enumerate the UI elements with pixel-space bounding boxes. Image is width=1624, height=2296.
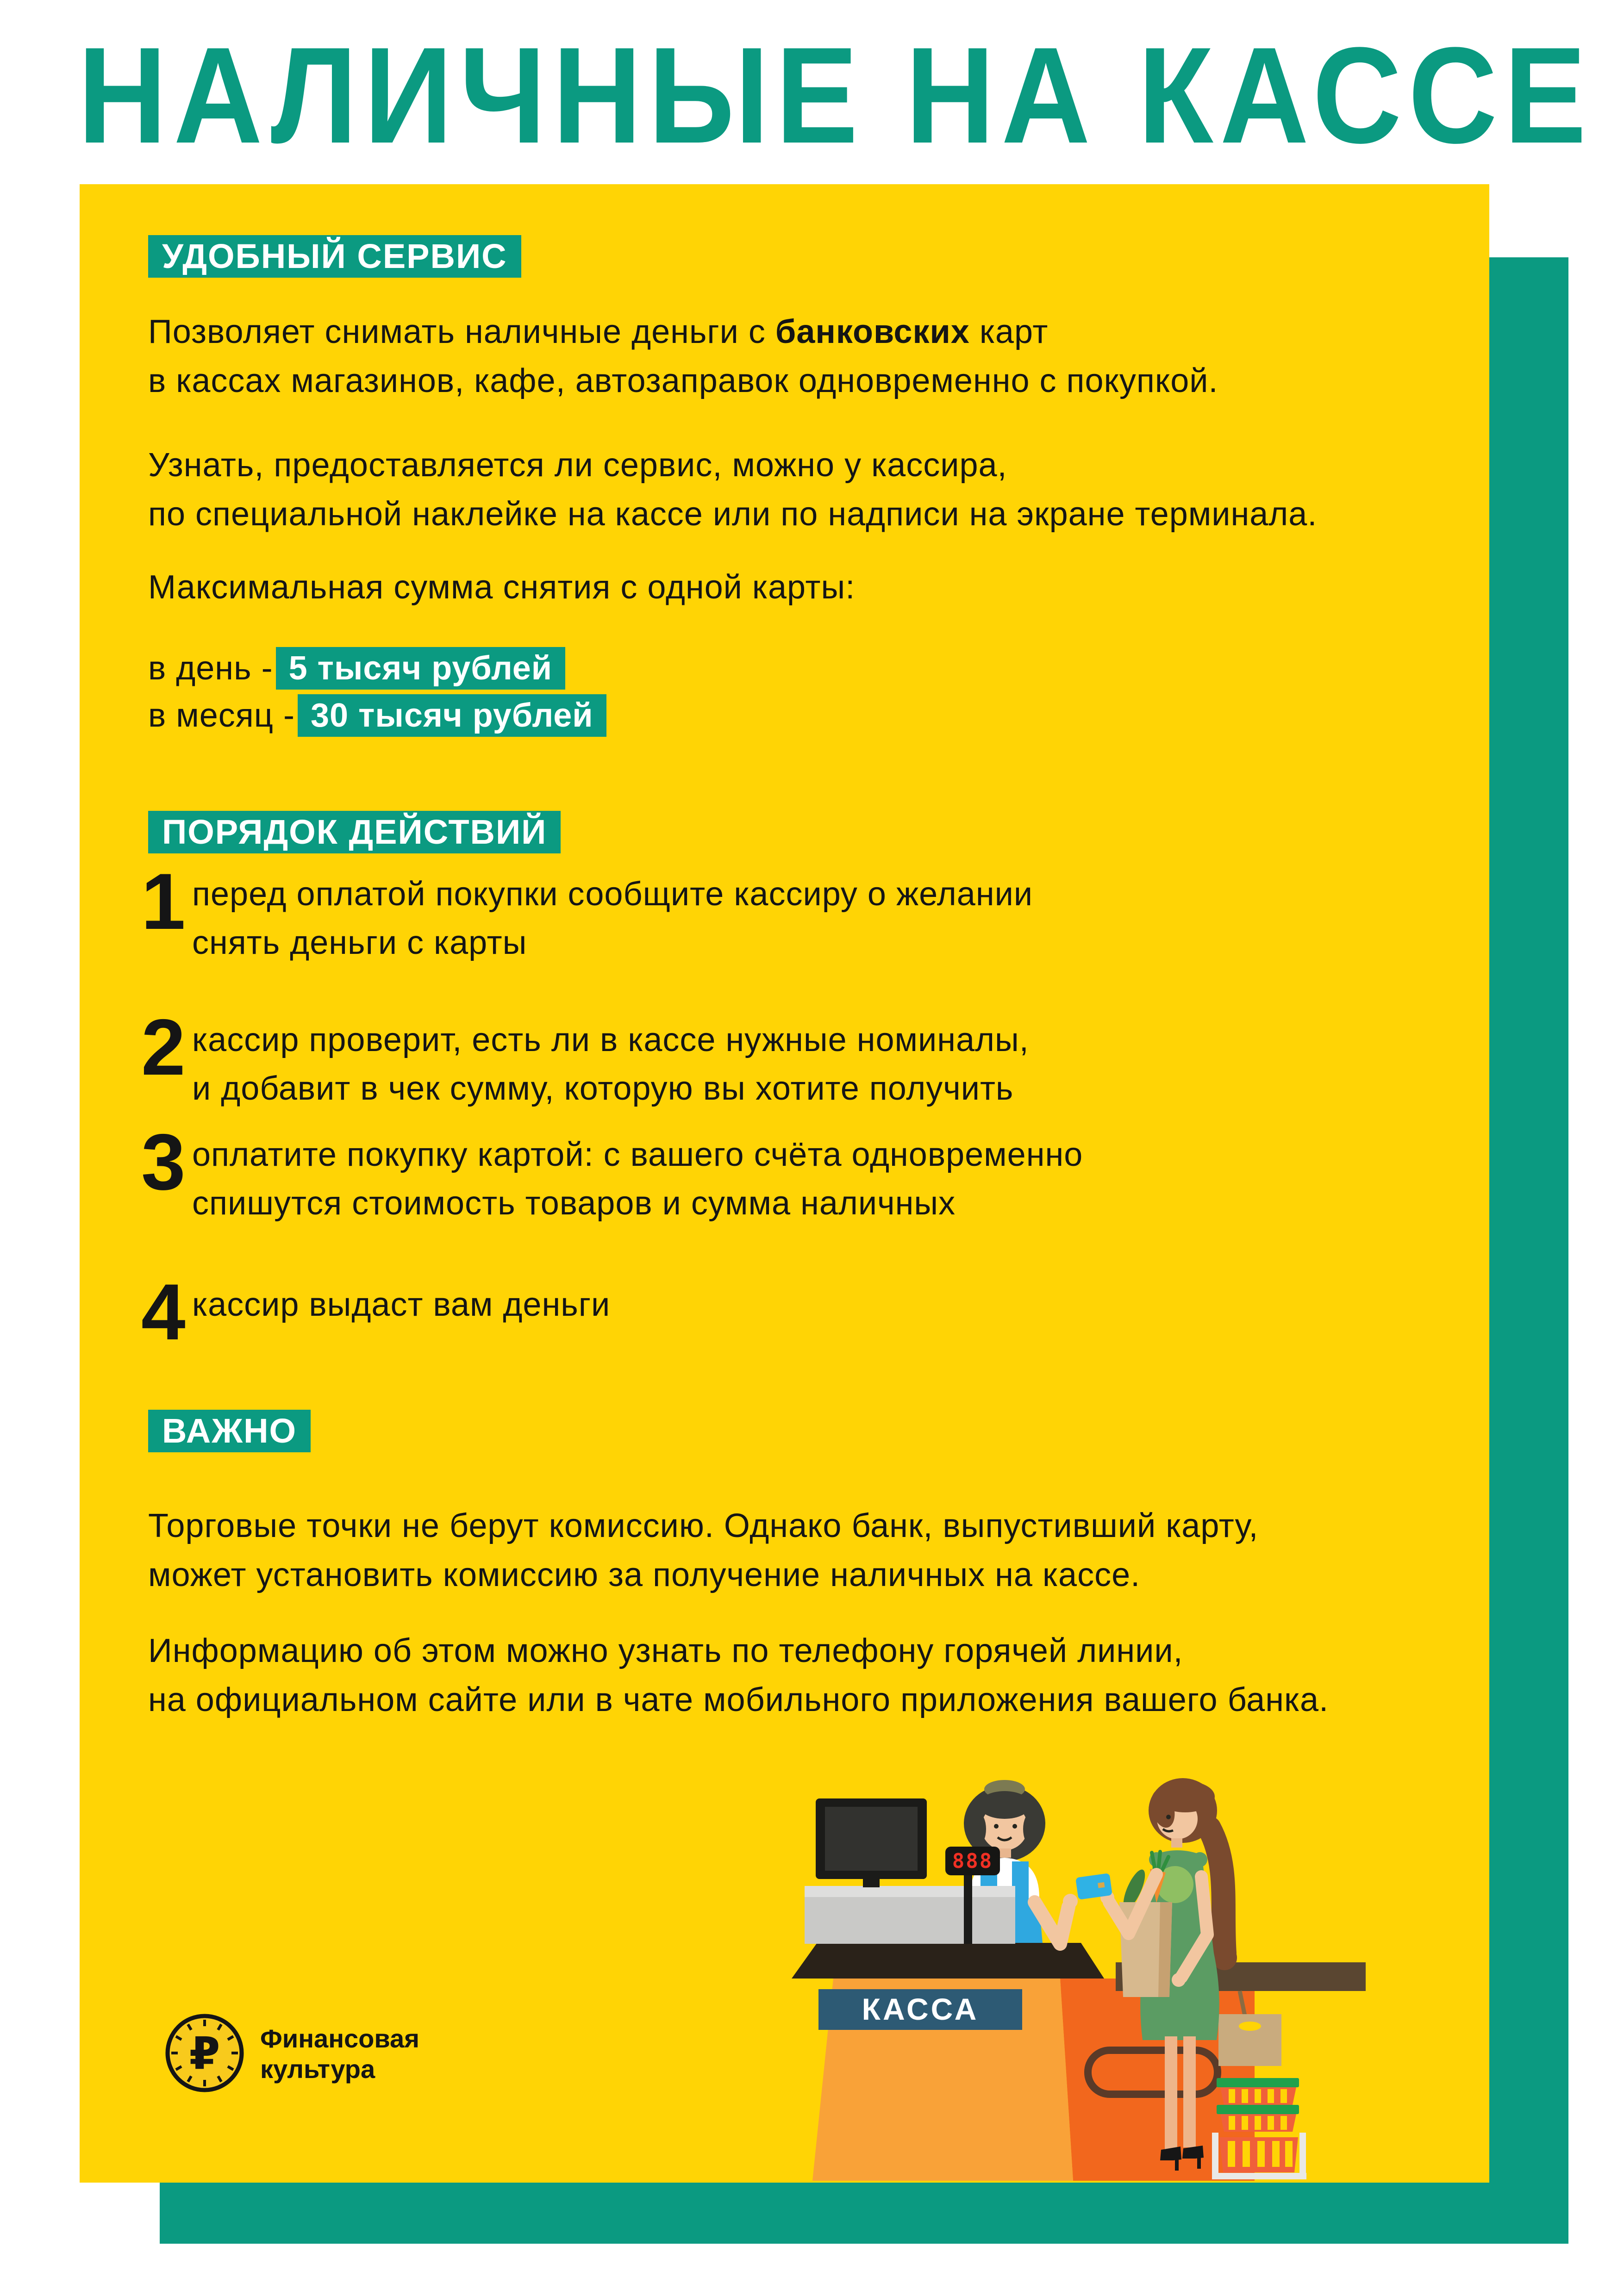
step-number-3: 3	[141, 1118, 186, 1207]
ruble-coin-icon	[163, 2011, 246, 2095]
limit-day-value: 5 тысяч рублей	[276, 647, 566, 690]
step-number-1: 1	[141, 857, 186, 946]
section-label-service: УДОБНЫЙ СЕРВИС	[148, 235, 521, 278]
step-number-4: 4	[141, 1268, 186, 1356]
kassa-sign-text: КАССА	[862, 1992, 979, 2026]
service-p1-post: карт	[969, 313, 1049, 350]
cash-register	[805, 1886, 1015, 1944]
max-sum-heading: Максимальная сумма снятия с одной карты:	[148, 569, 856, 606]
step-number-2: 2	[141, 1003, 186, 1092]
limit-day-row	[148, 647, 565, 690]
step-text-3	[192, 1131, 1083, 1228]
service-p2-line2: по специальной наклейке на кассе или по надписи на экране терминала.	[148, 496, 1318, 533]
step-text-2	[192, 1016, 1029, 1113]
step-text-1	[192, 870, 1033, 967]
important-p2-line1: Информацию об этом можно узнать по телефону горячей линии,	[148, 1632, 1183, 1669]
step-1-line1: перед оплатой покупки сообщите кассиру о желании	[192, 876, 1033, 913]
service-p1-bold: банковских	[775, 313, 970, 350]
important-paragraph-2	[148, 1626, 1329, 1724]
section-label-steps: ПОРЯДОК ДЕЙСТВИЙ	[148, 811, 561, 853]
limit-month-prefix: в месяц -	[148, 697, 295, 734]
important-p1-line2: может установить комиссию за получение наличных на кассе.	[148, 1556, 1141, 1593]
service-paragraph-1	[148, 307, 1218, 405]
logo-line1: Финансовая	[260, 2024, 419, 2053]
step-3-line2: спишутся стоимость товаров и сумма наличных	[192, 1185, 956, 1222]
step-2-line2: и добавит в чек сумму, которую вы хотите получить	[192, 1070, 1014, 1107]
step-3-line1: оплатите покупку картой: с вашего счёта одновременно	[192, 1136, 1083, 1173]
basket-stack	[1212, 2078, 1306, 2176]
shopping-cart-frame	[1212, 2133, 1306, 2176]
limit-day-prefix: в день -	[148, 650, 273, 687]
service-p1-pre: Позволяет снимать наличные деньги с	[148, 313, 775, 350]
important-p2-line2: на официальном сайте или в чате мобильного приложения вашего банка.	[148, 1681, 1329, 1718]
limit-month-row	[148, 694, 606, 737]
checkout-illustration	[764, 1759, 1366, 2181]
led-digits: 888	[952, 1849, 993, 1873]
service-paragraph-2	[148, 441, 1317, 539]
service-p2-line1: Узнать, предоставляется ли сервис, можно у кассира,	[148, 447, 1007, 484]
important-p1-line1: Торговые точки не берут комиссию. Однако банк, выпустивший карту,	[148, 1507, 1259, 1544]
logo-line2: культура	[260, 2054, 375, 2084]
grocery-paper-bag	[1119, 1902, 1172, 1997]
step-text-4	[192, 1281, 610, 1329]
customer-leg	[1183, 2036, 1196, 2147]
step-2-line1: кассир проверит, есть ли в кассе нужные номиналы,	[192, 1021, 1029, 1058]
logo-text	[260, 2023, 419, 2084]
service-p1-line2: в кассах магазинов, кафе, автозаправок одновременно с покупкой.	[148, 362, 1218, 399]
monitor	[816, 1798, 927, 1887]
section-label-important: ВАЖНО	[148, 1410, 311, 1452]
step-1-line2: снять деньги с карты	[192, 924, 527, 961]
important-paragraph-1	[148, 1501, 1258, 1599]
service-p1-line1	[148, 307, 1218, 356]
bank-card	[1075, 1873, 1112, 1900]
kassa-sign	[818, 1989, 1022, 2030]
step-4-line1: кассир выдаст вам деньги	[192, 1286, 611, 1323]
poster-title: НАЛИЧНЫЕ НА КАССЕ	[78, 19, 1593, 172]
customer-leg	[1165, 2036, 1177, 2150]
ruble-symbol: ₽	[189, 2028, 220, 2079]
limit-month-value: 30 тысяч рублей	[298, 694, 606, 737]
